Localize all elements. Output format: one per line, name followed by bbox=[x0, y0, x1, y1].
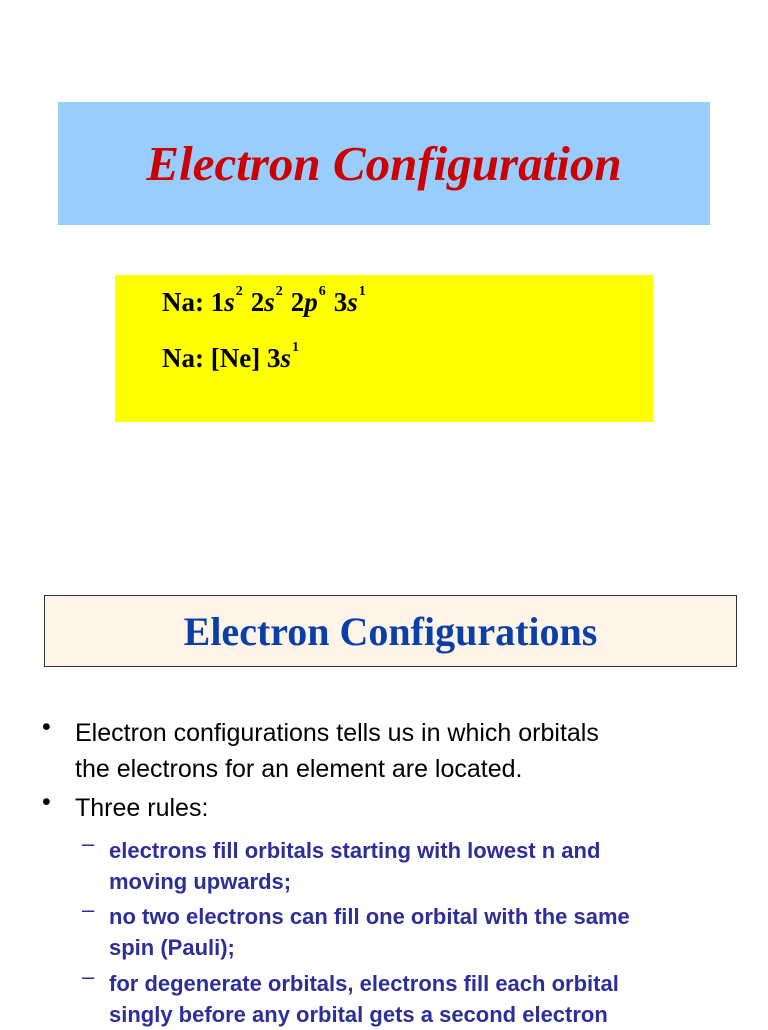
bullet-icon: • bbox=[42, 788, 51, 816]
bullet-text-line: Electron configurations tells us in which orbitals bbox=[75, 719, 599, 747]
orbital-term: $2s^2$ bbox=[250, 284, 283, 317]
title-banner bbox=[58, 102, 710, 225]
dash-icon: – bbox=[82, 897, 95, 922]
bullet-icon: • bbox=[42, 713, 51, 741]
rule-text-line: spin (Pauli); bbox=[109, 935, 235, 960]
rule-text-line: singly before any orbital gets a second electron bbox=[109, 1002, 608, 1027]
bullet-text-line: Three rules: bbox=[75, 794, 209, 822]
orbital-term: $3s^1$ bbox=[266, 340, 299, 373]
bullet-text-line: the electrons for an element are located. bbox=[75, 755, 523, 783]
slide-title: Electron Configuration bbox=[146, 136, 622, 191]
rule-text-line: moving upwards; bbox=[109, 869, 292, 894]
dash-icon: – bbox=[82, 831, 95, 856]
configuration-box bbox=[115, 275, 653, 422]
orbital-list bbox=[266, 340, 299, 373]
noble-gas-core: [Ne] bbox=[210, 343, 261, 373]
dash-icon: – bbox=[82, 964, 95, 989]
orbital-term: $3s^1$ bbox=[333, 284, 366, 317]
element-label: Na: bbox=[162, 343, 204, 373]
noble-gas-configuration bbox=[162, 340, 299, 374]
rule-text-line: for degenerate orbitals, electrons fill each orbital bbox=[109, 971, 619, 996]
rule-text-line: electrons fill orbitals starting with lowest n and bbox=[109, 838, 601, 863]
section-heading-box bbox=[44, 595, 737, 667]
rule-text-line: no two electrons can fill one orbital with the same bbox=[109, 904, 630, 929]
section-heading: Electron Configurations bbox=[183, 608, 598, 654]
element-label: Na: bbox=[162, 287, 204, 317]
full-configuration bbox=[162, 284, 366, 318]
orbital-term: $2p^6$ bbox=[290, 284, 326, 317]
orbital-term: $1s^2$ bbox=[210, 284, 243, 317]
orbital-list bbox=[210, 284, 366, 317]
